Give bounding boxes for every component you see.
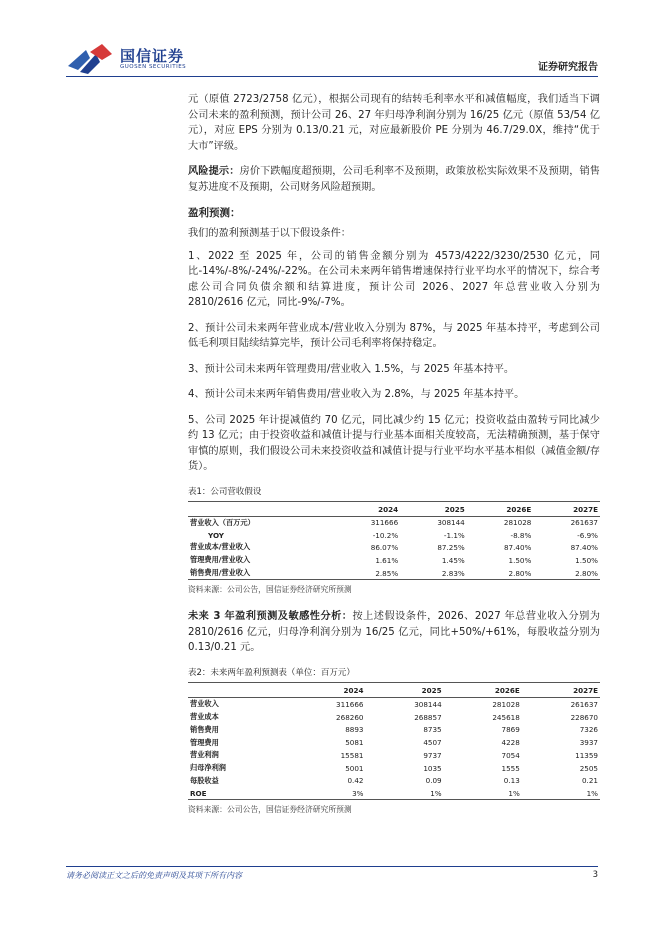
paragraph-assumption-3: 3、预计公司未来两年管理费用/营业收入 1.5%，与 2025 年基本持平。: [188, 363, 515, 375]
table-cell: 9737: [423, 750, 442, 760]
table-header-row: [188, 683, 600, 698]
table-cell: 0.21: [581, 776, 598, 786]
table-header-cell: 2026E: [444, 683, 522, 698]
table-cell: 5001: [345, 763, 364, 773]
table-cell: 8893: [345, 725, 364, 735]
table-row: [188, 516, 600, 529]
row-label: 每股收益: [190, 775, 219, 785]
paragraph-assumption-2: 2、预计公司未来两年营业成本/营业收入分别为 87%，与 2025 年基本持平，考虑到公司低毛利项目陆续结算完毕，预计公司毛利率将保持稳定。: [188, 322, 600, 349]
table-row: [188, 762, 600, 775]
row-label: 营业收入: [190, 699, 219, 709]
table-cell: 1.45%: [441, 555, 465, 565]
table-cell: 86.07%: [370, 542, 399, 552]
row-label: 归母净利润: [190, 763, 226, 773]
paragraph-risk-warning: [188, 164, 600, 195]
table-cell: 87.25%: [437, 542, 465, 552]
table-cell: -10.2%: [372, 530, 399, 540]
table-cell: 261637: [570, 699, 598, 709]
table-cell: 228670: [570, 712, 598, 722]
table-cell: 7869: [501, 725, 520, 735]
company-logo: [66, 42, 216, 78]
table1-caption: 表1：公司营收假设: [188, 486, 262, 497]
table-cell: 1.50%: [508, 555, 532, 565]
table-cell: 0.13: [503, 776, 520, 786]
table-header-cell: 2025: [400, 502, 467, 517]
table-cell: 311666: [370, 518, 399, 528]
table-cell: 2.83%: [400, 567, 467, 580]
page-header: [0, 0, 662, 80]
table-cell: 7054: [501, 750, 520, 760]
table-header-cell: 2027E: [533, 502, 600, 517]
row-label: YOY: [208, 530, 225, 540]
table-cell: 281028: [492, 699, 520, 709]
table-cell: 261637: [570, 518, 598, 528]
report-type-label: 证券研究报告: [538, 62, 598, 73]
table-cell: 0.09: [425, 776, 442, 786]
paragraph-forecast-adjustment: 元（原值 2723/2758 亿元），根据公司现有的结转毛利率水平和减值幅度，我们适当下调公司未来的盈利预测，预计公司 26、27 年归母净利润分别为 16/25 亿元（原值 53/54 亿元），对应 EPS 分别为 0.13/0.21 元，对应最新股价 PE 分别为 46.7/29.0X，维持“优于大市”评级。: [188, 94, 600, 152]
table-header-cell: 2024: [287, 683, 365, 698]
future-forecast-text: 按上述假设条件，2026、2027 年总营业收入分别为 2810/2616 亿元，归母净利润分别为 16/25 亿元，同比+50%/+61%，每股收益分别为 0.13/0.21 元。: [188, 611, 600, 654]
table-cell: -1.1%: [443, 530, 465, 540]
row-label: ROE: [188, 787, 287, 799]
page-number: 3: [592, 870, 598, 880]
table-cell: 8735: [423, 725, 442, 735]
table2-caption: 表2：未来两年盈利预测表（单位：百万元）: [188, 667, 355, 678]
logo-mark-icon: [66, 44, 114, 74]
table-row: [188, 554, 600, 567]
row-label: 营业成本/营业收入: [190, 542, 251, 552]
table-header-cell: [188, 502, 334, 517]
table-cell: 268857: [414, 712, 442, 722]
risk-text: 房价下跌幅度超预期，公司毛利率不及预期，政策放松实际效果不及预期，销售复苏进度不及预期，公司财务风险超预期。: [188, 166, 600, 193]
table-cell: 3%: [287, 787, 365, 799]
table-header-row: [188, 502, 600, 517]
row-label: 营业收入（百万元）: [190, 517, 255, 527]
table-profit-forecast: [188, 683, 600, 800]
table-cell: 1%: [365, 787, 443, 799]
table-cell: -6.9%: [577, 530, 598, 540]
table-cell: 0.42: [347, 776, 364, 786]
row-label: 营业利润: [190, 750, 219, 760]
forecast-section-title: 盈利预测：: [188, 207, 241, 219]
main-content: [188, 92, 600, 829]
table-cell: 87.40%: [570, 542, 598, 552]
paragraph-intro: 我们的盈利预测基于以下假设条件：: [188, 228, 351, 239]
paragraph-future-forecast: [188, 609, 600, 656]
table-row: [188, 529, 600, 541]
table-cell: 1.50%: [575, 555, 598, 565]
table-cell: 268260: [336, 712, 364, 722]
table-revenue-assumptions: [188, 502, 600, 581]
paragraph-assumption-5: 5、公司 2025 年计提减值约 70 亿元，同比减少约 15 亿元；投资收益由盈转亏同比减少约 13 亿元；由于投资收益和减值计提与行业基本面相关度较高，无法精确预测，基于保守审慎的原则，我们假设公司未来投资收益和减值计提与行业平均水平基本相似（减值金额/存货）。: [188, 414, 600, 472]
table2-source: 资料来源：公司公告，国信证券经济研究所预测: [188, 805, 352, 815]
row-label: 营业成本: [190, 712, 219, 722]
footer-divider: [66, 866, 598, 867]
header-divider: [66, 76, 598, 77]
table-cell: 11359: [575, 750, 598, 760]
table-cell: 311666: [336, 699, 364, 709]
table-header-cell: 2024: [334, 502, 401, 517]
table-cell: 1%: [444, 787, 522, 799]
table-cell: 4507: [423, 738, 442, 748]
table-row: [188, 541, 600, 554]
table-cell: 3937: [579, 738, 598, 748]
future-forecast-label: 未来 3 年盈利预测及敏感性分析：: [188, 611, 353, 623]
table-cell: 281028: [503, 518, 532, 528]
table-cell: 15581: [340, 750, 364, 760]
table-row: [188, 749, 600, 762]
row-label: 销售费用: [190, 724, 219, 734]
footer-disclaimer: 请务必阅读正文之后的免责声明及其项下所有内容: [66, 871, 242, 880]
logo-english-name: GUOSEN SECURITIES: [120, 64, 187, 70]
table-row: [188, 567, 600, 580]
table-cell: 1555: [501, 763, 520, 773]
table-header-cell: 2027E: [522, 683, 600, 698]
table-cell: 87.40%: [503, 542, 532, 552]
table-cell: 245618: [492, 712, 520, 722]
table-cell: 4228: [501, 738, 520, 748]
row-label: 管理费用: [190, 737, 219, 747]
row-label: 销售费用/营业收入: [188, 567, 334, 580]
table-row: [188, 736, 600, 749]
table-header-cell: 2026E: [467, 502, 534, 517]
table-cell: 2.85%: [334, 567, 401, 580]
paragraph-assumption-1: 1、2022 至 2025 年，公司的销售金额分别为 4573/4222/3230/2530 亿元，同比-14%/-8%/-24%/-22%。在公司未来两年销售增速保持行业平均水平的情况下，综合考虑公司合同负债余额和结算进度，预计公司 2026、2027 年总营业收入分别为 2810/2616 亿元，同比-9%/-7%。: [188, 250, 600, 308]
table-cell: 308144: [437, 518, 465, 528]
row-label: 管理费用/营业收入: [190, 555, 251, 565]
table-cell: 7326: [579, 725, 598, 735]
table1-source: 资料来源：公司公告，国信证券经济研究所预测: [188, 585, 352, 595]
table-cell: 1035: [423, 763, 442, 773]
paragraph-assumption-4: 4、预计公司未来两年销售费用/营业收入为 2.8%，与 2025 年基本持平。: [188, 389, 525, 400]
table-row: [188, 723, 600, 736]
risk-label: 风险提示：: [188, 166, 240, 177]
table-cell: 2505: [579, 763, 598, 773]
table-cell: 2.80%: [533, 567, 600, 580]
table-cell: -8.8%: [510, 530, 532, 540]
table-row: [188, 787, 600, 799]
table-cell: 308144: [414, 699, 442, 709]
table-cell: 2.80%: [467, 567, 534, 580]
table-row: [188, 711, 600, 724]
table-row: [188, 775, 600, 788]
table-row: [188, 697, 600, 710]
table-cell: 1.61%: [375, 555, 399, 565]
table-cell: 1%: [522, 787, 600, 799]
table-header-cell: [188, 683, 287, 698]
table-header-cell: 2025: [365, 683, 443, 698]
logo-chinese-name: 国信证券: [120, 47, 185, 65]
table-cell: 5081: [345, 738, 364, 748]
